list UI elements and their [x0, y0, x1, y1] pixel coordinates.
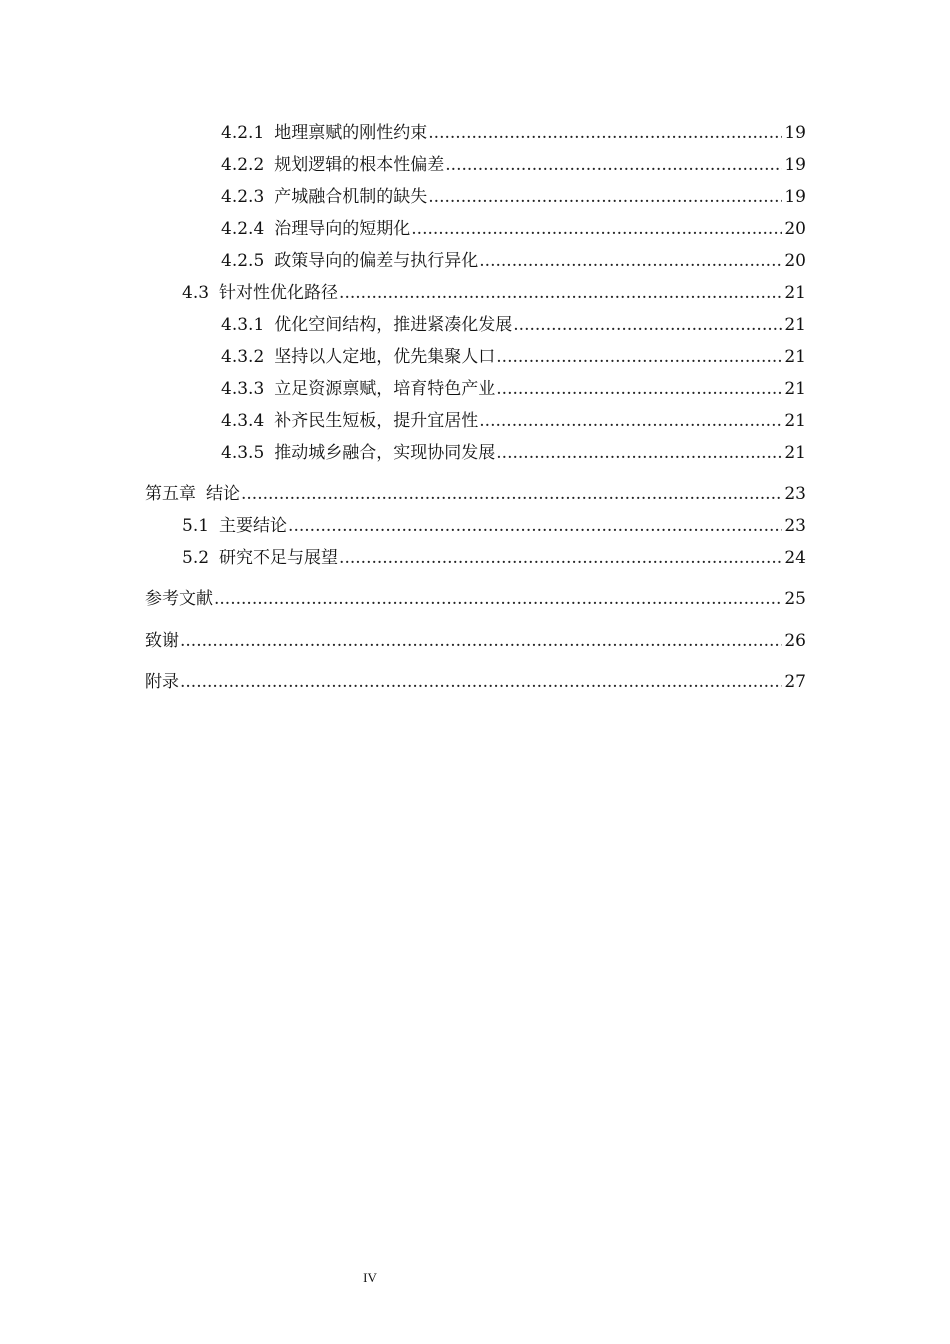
toc-number: 4.2.2	[221, 155, 265, 175]
dot-leader	[496, 346, 782, 368]
toc-entry-chapter[interactable]	[145, 483, 806, 505]
toc-number: 4.2.3	[221, 187, 265, 207]
toc-entry[interactable]	[221, 442, 806, 464]
toc-page: 23	[784, 516, 806, 536]
toc-page: 21	[784, 283, 806, 303]
dot-leader	[411, 218, 782, 240]
toc-page: 21	[784, 315, 806, 335]
toc-title: 结论	[206, 484, 240, 504]
toc-page: 24	[784, 548, 806, 568]
toc-entry[interactable]	[221, 410, 806, 432]
toc-number: 4.2.5	[221, 251, 265, 271]
toc-title: 优化空间结构，推进紧凑化发展	[274, 315, 513, 335]
toc-title: 主要结论	[219, 516, 288, 536]
toc-entry[interactable]	[221, 186, 806, 208]
dot-leader	[496, 378, 782, 400]
dot-leader	[428, 186, 782, 208]
toc-page: 27	[784, 672, 806, 692]
toc-title: 参考文献	[145, 589, 213, 609]
toc-entry-acknowledgements[interactable]	[145, 630, 806, 652]
toc-title: 研究不足与展望	[219, 548, 339, 568]
page-number-footer: IV	[363, 1270, 377, 1285]
toc-number: 4.3.4	[221, 411, 265, 431]
toc-page: 19	[784, 187, 806, 207]
dot-leader	[339, 282, 782, 304]
toc-number: 4.3.1	[221, 315, 265, 335]
toc-number: 5.1	[182, 516, 210, 536]
dot-leader	[339, 547, 782, 569]
toc-page: 19	[784, 155, 806, 175]
toc-number: 4.2.4	[221, 219, 265, 239]
toc-title: 针对性优化路径	[219, 283, 339, 303]
toc-title: 补齐民生短板，提升宜居性	[274, 411, 479, 431]
toc-number: 4.3	[182, 283, 210, 303]
dot-leader	[479, 250, 782, 272]
dot-leader	[241, 483, 782, 505]
toc-number: 4.3.3	[221, 379, 265, 399]
toc-entry[interactable]	[221, 154, 806, 176]
toc-number: 第五章	[145, 484, 196, 504]
toc-number: 4.3.2	[221, 347, 265, 367]
toc-entry-references[interactable]	[145, 588, 806, 610]
toc-title: 立足资源禀赋，培育特色产业	[274, 379, 496, 399]
dot-leader	[445, 154, 782, 176]
toc-page: 20	[784, 251, 806, 271]
toc-title: 政策导向的偏差与执行异化	[274, 251, 479, 271]
toc-entry[interactable]	[221, 346, 806, 368]
toc-page: 21	[784, 379, 806, 399]
dot-leader	[214, 588, 782, 610]
toc-title: 产城融合机制的缺失	[274, 187, 428, 207]
toc-page: 26	[784, 631, 806, 651]
toc-entry[interactable]	[182, 515, 806, 537]
toc-page: 21	[784, 411, 806, 431]
dot-leader	[288, 515, 782, 537]
dot-leader	[180, 671, 782, 693]
toc-title: 地理禀赋的刚性约束	[274, 123, 428, 143]
toc-title: 规划逻辑的根本性偏差	[274, 155, 445, 175]
dot-leader	[180, 630, 782, 652]
toc-number: 4.2.1	[221, 123, 265, 143]
toc-entry[interactable]	[221, 378, 806, 400]
toc-entry[interactable]	[221, 122, 806, 144]
toc-title: 坚持以人定地，优先集聚人口	[274, 347, 496, 367]
dot-leader	[428, 122, 782, 144]
dot-leader	[496, 442, 782, 464]
toc-entry[interactable]	[221, 218, 806, 240]
toc-entry[interactable]	[221, 250, 806, 272]
dot-leader	[479, 410, 782, 432]
dot-leader	[513, 314, 782, 336]
toc-entry[interactable]	[221, 314, 806, 336]
toc-entry[interactable]	[182, 547, 806, 569]
toc-title: 致谢	[145, 631, 179, 651]
toc-page: 20	[784, 219, 806, 239]
toc-number: 5.2	[182, 548, 210, 568]
toc-number: 4.3.5	[221, 443, 265, 463]
toc-title: 推动城乡融合，实现协同发展	[274, 443, 496, 463]
toc-title: 附录	[145, 672, 179, 692]
toc-page: 25	[784, 589, 806, 609]
toc-page: 19	[784, 123, 806, 143]
toc-page: 21	[784, 347, 806, 367]
toc-entry[interactable]	[182, 282, 806, 304]
toc-entry-appendix[interactable]	[145, 671, 806, 693]
toc-title: 治理导向的短期化	[274, 219, 411, 239]
toc-page: 21	[784, 443, 806, 463]
toc-page: 23	[784, 484, 806, 504]
